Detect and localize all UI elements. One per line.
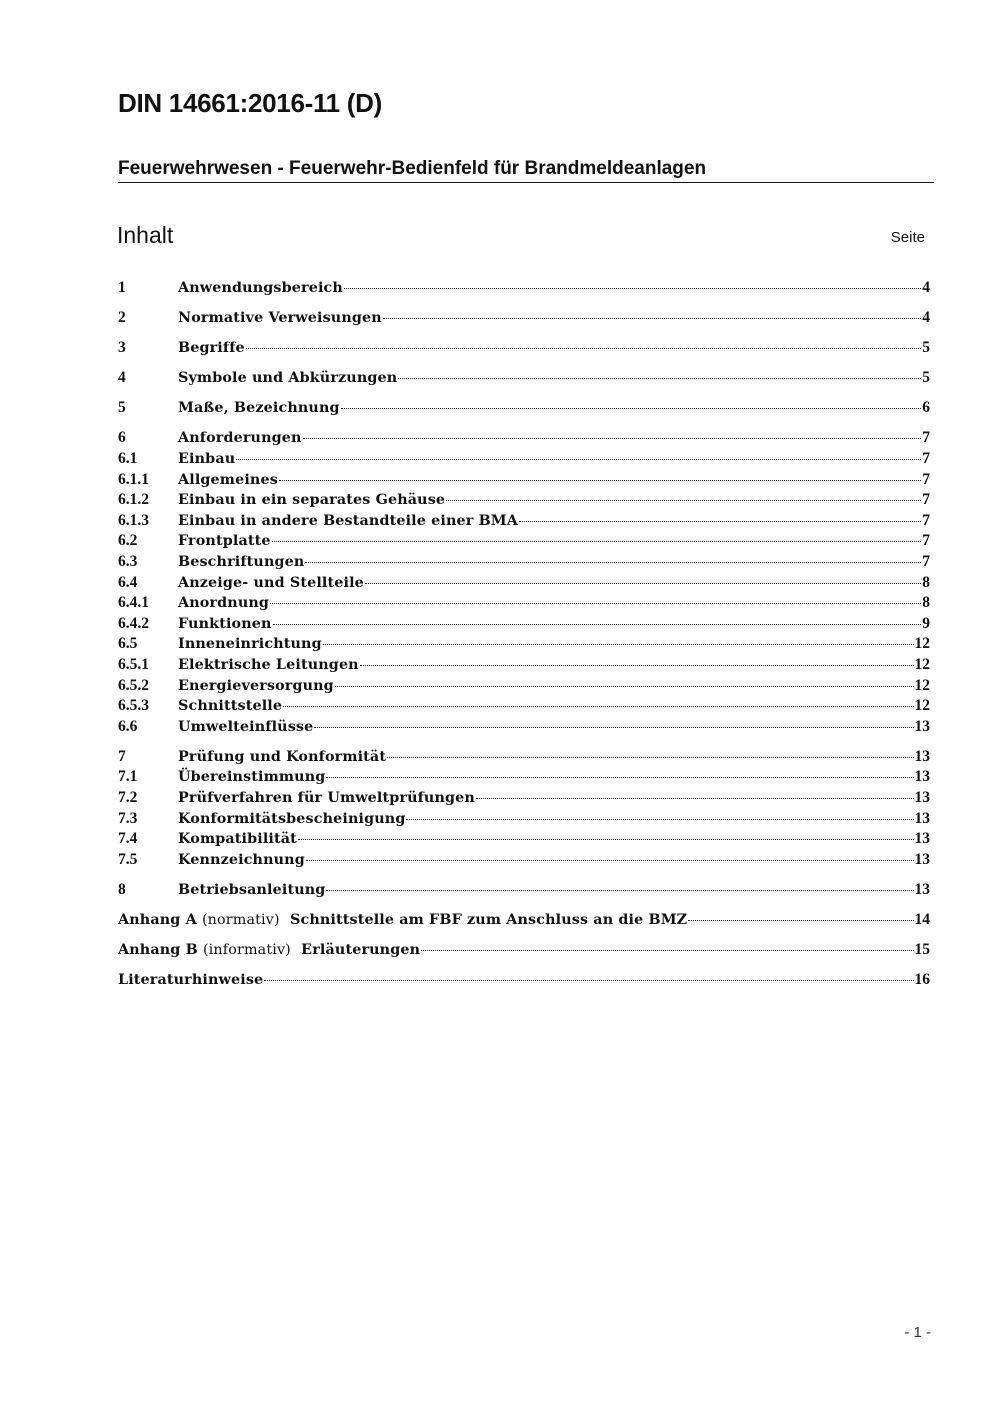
toc-entry-page: 7	[922, 491, 930, 509]
toc-entry-page: 13	[914, 789, 930, 807]
dot-leader	[270, 603, 921, 604]
toc-entry-page: 8	[922, 573, 930, 591]
toc-entry-title: Einbau in andere Bestandteile einer BMA	[178, 512, 519, 529]
toc-entry-page: 13	[914, 717, 930, 735]
toc-entry-title: Inneneinrichtung	[178, 636, 322, 653]
toc-entry-title: Begriffe	[178, 340, 245, 357]
toc-entry-number: 6.5.3	[118, 697, 149, 715]
toc-entry-title: Anordnung	[178, 595, 270, 612]
toc-entry-title: Anwendungsbereich	[178, 280, 343, 296]
toc-entry-title: Normative Verweisungen	[178, 310, 382, 327]
dot-leader	[387, 757, 913, 758]
toc-entry-number: 1	[118, 279, 126, 296]
toc-entry-title: Symbole und Abkürzungen	[178, 370, 398, 387]
toc-entry[interactable]	[118, 634, 930, 655]
dot-leader	[360, 665, 914, 666]
toc-entry-title: Elektrische Leitungen	[178, 657, 359, 673]
toc-entry[interactable]	[118, 676, 930, 697]
table-of-contents	[118, 278, 930, 991]
toc-entry-page: 12	[914, 635, 930, 653]
annex-qualifier: (informativ)	[202, 942, 291, 959]
page-column-label: Seite	[890, 229, 925, 246]
toc-entry-number: 6.5.1	[118, 656, 149, 673]
toc-entry-title: Betriebsanleitung	[178, 881, 326, 898]
toc-entry-page: 9	[922, 614, 930, 632]
toc-entry-title: Maße, Bezeichnung	[178, 400, 340, 417]
dot-leader	[264, 980, 913, 981]
dot-leader	[279, 480, 921, 481]
toc-entry[interactable]	[118, 717, 930, 738]
toc-entry-page: 14	[914, 911, 930, 929]
toc-entry-page: 7	[922, 429, 930, 447]
dot-leader	[406, 819, 913, 820]
toc-entry-title: Funktionen	[178, 615, 272, 632]
dot-leader	[398, 378, 921, 379]
toc-entry-number: 7.4	[118, 830, 138, 848]
toc-entry-bibliography[interactable]	[118, 970, 930, 991]
toc-entry-number: 6.1.1	[118, 470, 149, 488]
document-subtitle: Feuerwehrwesen - Feuerwehr-Bedienfeld für Brandmeldeanlagen	[118, 158, 934, 183]
toc-entry[interactable]	[118, 880, 930, 901]
toc-entry-number: 4	[118, 369, 126, 387]
toc-entry[interactable]	[118, 531, 930, 552]
toc-entry-number: 7.5	[118, 850, 138, 868]
dot-leader	[303, 438, 922, 439]
toc-entry-page: 13	[914, 850, 930, 868]
toc-entry-annex[interactable]	[118, 910, 930, 931]
annex-title: Erläuterungen	[301, 942, 421, 959]
toc-entry-number: 6.1.2	[118, 491, 149, 509]
toc-entry[interactable]	[118, 614, 930, 635]
toc-entry[interactable]	[118, 449, 930, 470]
annex-label: Anhang B	[118, 942, 198, 959]
toc-entry-page: 15	[914, 941, 930, 959]
toc-entry-page: 12	[914, 676, 930, 694]
toc-entry-page: 16	[914, 971, 930, 989]
toc-entry[interactable]	[118, 593, 930, 614]
toc-entry-page: 13	[914, 830, 930, 848]
dot-leader	[298, 839, 914, 840]
toc-entry-annex[interactable]	[118, 940, 930, 961]
toc-entry-number: 6.2	[118, 532, 138, 550]
toc-entry-title: Beschriftungen	[178, 554, 305, 571]
toc-entry[interactable]	[118, 338, 930, 359]
toc-entry-number: 6.3	[118, 553, 138, 571]
dot-leader	[323, 644, 914, 645]
dot-leader	[273, 624, 922, 625]
toc-entry[interactable]	[118, 308, 930, 329]
toc-entry-title: Einbau	[178, 451, 236, 468]
toc-entry-number: 2	[118, 309, 126, 327]
toc-entry-title	[118, 910, 687, 931]
dot-leader	[246, 348, 922, 349]
toc-entry-title: Einbau in ein separates Gehäuse	[178, 492, 446, 509]
dot-leader	[446, 500, 921, 501]
toc-entry-page: 4	[922, 279, 930, 296]
toc-entry-title: Literaturhinweise	[118, 972, 264, 989]
toc-entry-title: Frontplatte	[178, 533, 271, 550]
toc-entry-page: 13	[914, 747, 930, 765]
toc-entry-number: 6.4	[118, 573, 138, 591]
dot-leader	[519, 521, 921, 522]
toc-entry[interactable]	[118, 552, 930, 573]
toc-heading: Inhalt	[117, 222, 174, 248]
document-title: DIN 14661:2016-11 (D)	[118, 88, 382, 118]
toc-entry-number: 5	[118, 399, 126, 417]
dot-leader	[314, 727, 913, 728]
dot-leader	[272, 541, 922, 542]
toc-entry-number: 6	[118, 429, 126, 447]
toc-entry-number: 6.1.3	[118, 511, 149, 529]
toc-entry-page: 13	[914, 768, 930, 786]
toc-entry-number: 7.2	[118, 789, 138, 807]
toc-entry-title: Umwelteinflüsse	[178, 718, 314, 735]
toc-entry-title: Allgemeines	[178, 471, 278, 488]
toc-entry-title: Prüfverfahren für Umweltprüfungen	[178, 790, 475, 807]
dot-leader	[421, 950, 913, 951]
toc-entry-number: 6.5	[118, 635, 138, 653]
annex-title: Schnittstelle am FBF zum Anschluss an die BMZ	[290, 912, 688, 929]
toc-entry-number: 6.5.2	[118, 676, 149, 694]
toc-entry-title: Prüfung und Konformität	[178, 748, 387, 765]
toc-entry-page: 7	[922, 553, 930, 571]
toc-entry-page: 7	[922, 450, 930, 468]
toc-entry-title: Konformitätsbescheinigung	[178, 810, 406, 827]
toc-entry[interactable]	[118, 747, 930, 768]
toc-entry-page: 12	[914, 697, 930, 715]
toc-entry-number: 8	[118, 880, 126, 898]
dot-leader	[365, 583, 921, 584]
dot-leader	[306, 860, 914, 861]
toc-entry-page: 13	[914, 880, 930, 898]
dot-leader	[476, 798, 914, 799]
toc-entry-page: 7	[922, 470, 930, 488]
dot-leader	[305, 562, 921, 563]
toc-entry[interactable]	[118, 767, 930, 788]
toc-entry[interactable]	[118, 428, 930, 449]
toc-entry[interactable]	[118, 696, 930, 717]
dot-leader	[344, 288, 921, 289]
toc-entry-page: 4	[922, 309, 930, 327]
toc-entry-page: 12	[914, 656, 930, 673]
dot-leader	[335, 686, 914, 687]
dot-leader	[283, 706, 913, 707]
toc-entry[interactable]	[118, 788, 930, 809]
toc-entry[interactable]	[118, 850, 930, 871]
toc-entry[interactable]	[118, 573, 930, 594]
annex-qualifier: (normativ)	[201, 912, 280, 929]
toc-entry-title: Anzeige- und Stellteile	[178, 574, 364, 591]
toc-entry-title: Kennzeichnung	[178, 851, 305, 868]
dot-leader	[383, 318, 921, 319]
toc-entry-number: 6.4.2	[118, 614, 149, 632]
toc-entry[interactable]	[118, 490, 930, 511]
toc-entry[interactable]	[118, 398, 930, 419]
dot-leader	[688, 920, 913, 921]
toc-entry[interactable]	[118, 278, 930, 299]
toc-entry-title: Anforderungen	[178, 430, 302, 447]
toc-entry-page: 7	[922, 532, 930, 550]
toc-entry-page: 5	[922, 369, 930, 387]
toc-entry-number: 7.1	[118, 768, 138, 786]
toc-entry-title: Kompatibilität	[178, 831, 297, 848]
toc-entry-number: 7	[118, 747, 126, 765]
toc-entry-number: 3	[118, 339, 126, 357]
toc-entry-number: 6.1	[118, 450, 138, 468]
toc-entry-number: 7.3	[118, 809, 138, 827]
toc-entry-number: 6.6	[118, 717, 138, 735]
dot-leader	[326, 777, 913, 778]
toc-entry[interactable]	[118, 809, 930, 830]
toc-entry-page: 13	[914, 809, 930, 827]
toc-entry[interactable]	[118, 829, 930, 850]
toc-entry[interactable]	[118, 368, 930, 389]
toc-entry-title: Übereinstimmung	[178, 769, 326, 786]
dot-leader	[236, 459, 921, 460]
toc-entry-page: 5	[922, 339, 930, 357]
toc-entry-title: Schnittstelle	[178, 698, 283, 715]
toc-entry-page: 8	[922, 594, 930, 612]
toc-entry[interactable]	[118, 511, 930, 532]
toc-entry-title: Energieversorgung	[178, 677, 334, 694]
dot-leader	[326, 890, 913, 891]
annex-label: Anhang A	[118, 912, 197, 929]
toc-entry[interactable]	[118, 470, 930, 491]
toc-entry-page: 6	[922, 399, 930, 417]
page-number: - 1 -	[904, 1324, 931, 1341]
toc-entry-page: 7	[922, 511, 930, 529]
toc-entry-title	[118, 940, 420, 961]
toc-entry[interactable]	[118, 655, 930, 676]
dot-leader	[341, 408, 922, 409]
toc-entry-number: 6.4.1	[118, 594, 149, 612]
